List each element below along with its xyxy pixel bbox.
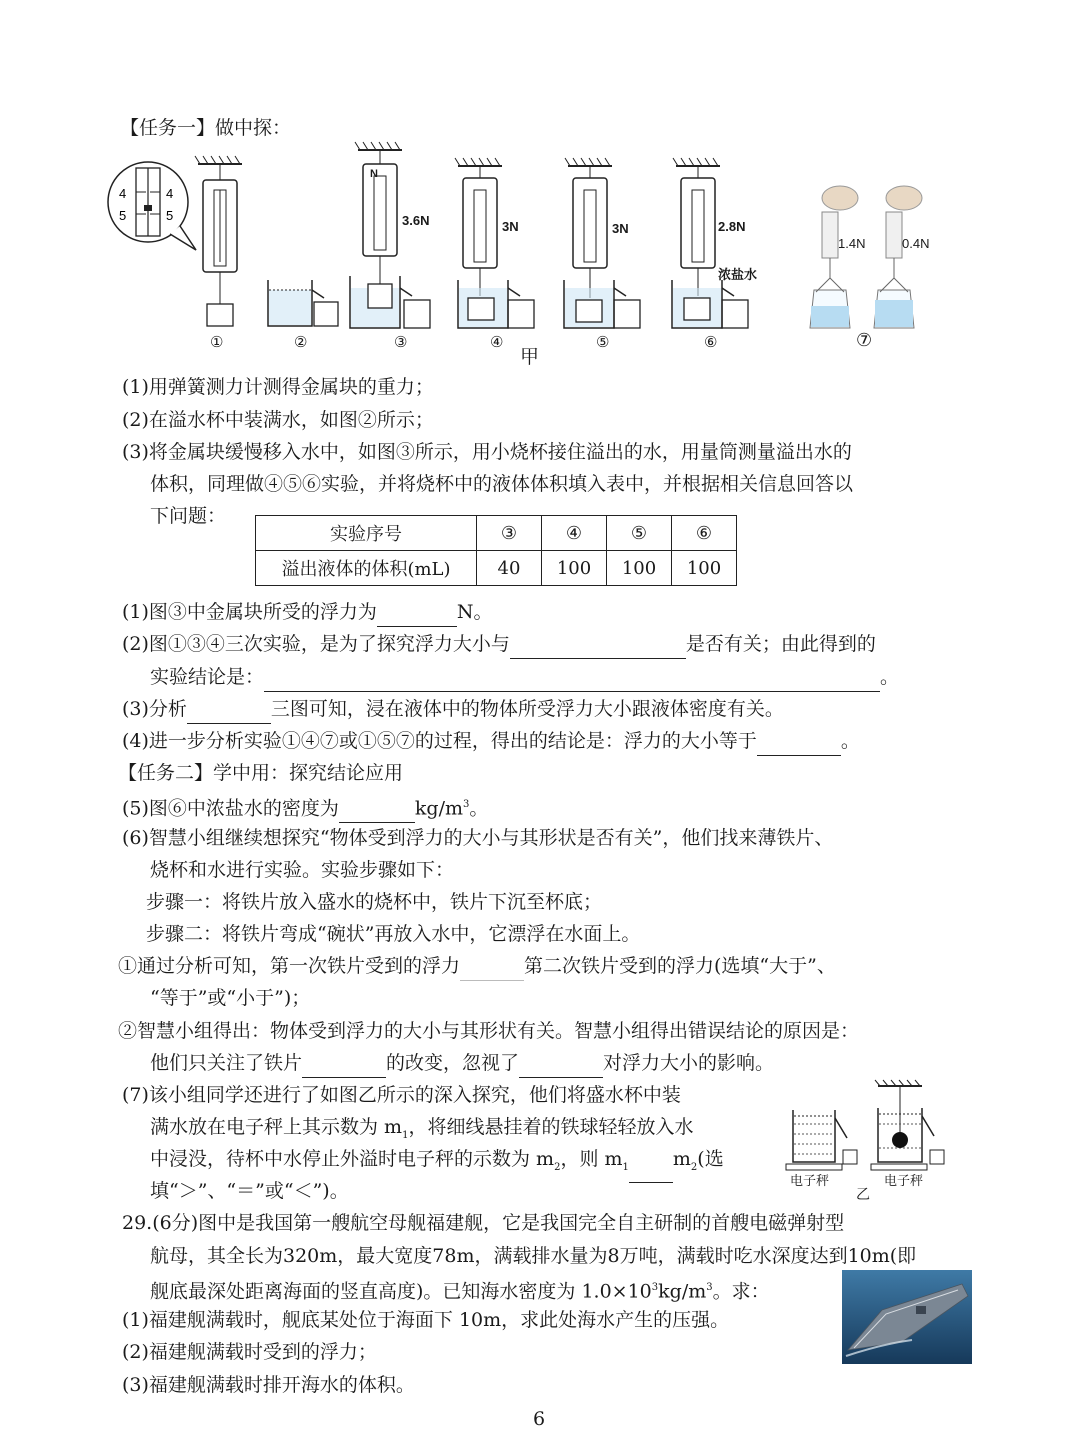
question-29-line2: 航母，其全长为320m，最大宽度78m，满载排水量为8万吨，满载时吃水深度达到10m(即 [150, 1245, 917, 1267]
q5-end: 。 [469, 797, 489, 820]
question-1 [122, 597, 493, 627]
q1-unit: N。 [456, 601, 493, 623]
question-7-line4: 填“＞”、“＝”或“＜”)。 [150, 1180, 349, 1202]
figure-7 [810, 186, 922, 328]
answer-blank[interactable] [302, 1055, 386, 1078]
q29-text-end: 。求： [712, 1280, 770, 1303]
answer-blank[interactable] [339, 800, 415, 823]
q7-text-mid: ，则 m [560, 1148, 623, 1170]
zoom-left-5: 5 [119, 208, 127, 223]
question-6b-line2 [150, 1048, 774, 1078]
zoom-right-4: 4 [166, 186, 174, 201]
question-29-line3 [150, 1273, 770, 1306]
fig-number-3: ③ [394, 333, 408, 351]
q2-text: (2)图①③④三次实验，是为了探究浮力大小与 [122, 633, 510, 655]
reading-3N-a: 3N [502, 219, 519, 234]
q2-conclusion-label: 实验结论是： [150, 666, 265, 688]
answer-blank[interactable] [264, 669, 880, 692]
q6b-text: 他们只关注了铁片 [150, 1052, 303, 1074]
answer-blank[interactable] [629, 1160, 673, 1183]
page-number: 6 [533, 1408, 546, 1430]
table-row [256, 516, 737, 551]
figure-jia [0, 0, 1080, 380]
table-cell: 40 [477, 551, 542, 586]
q7-sub: 2 [690, 1161, 698, 1173]
question-6a [118, 951, 836, 981]
table-header-cell: 溢出液体的体积(mL) [256, 551, 477, 586]
zoom-right-5: 5 [166, 208, 174, 223]
yi-setup-1 [786, 1110, 857, 1170]
yi-setup-2 [871, 1080, 944, 1170]
fig-number-2: ② [294, 333, 308, 351]
table-cell: ⑤ [607, 516, 672, 551]
q29-sup: 3 [706, 1282, 713, 1293]
zoom-bubble [108, 162, 196, 250]
fig-number-5: ⑤ [596, 333, 610, 351]
question-3 [122, 694, 784, 724]
fig7-reading-2: 0.4N [902, 236, 930, 251]
question-29-sub3: (3)福建舰满载时排开海水的体积。 [122, 1374, 415, 1396]
spring-scale-6 [672, 158, 748, 328]
table-cell: ⑥ [672, 516, 737, 551]
task1-heading: 【任务一】做中探： [120, 117, 292, 139]
table-cell: 100 [672, 551, 737, 586]
q3-text: (3)分析 [122, 698, 187, 720]
question-29-sub2: (2)福建舰满载时受到的浮力； [122, 1341, 377, 1363]
answer-blank[interactable] [510, 636, 686, 659]
q6a-text: ①通过分析可知，第一次铁片受到的浮力 [118, 955, 461, 977]
reading-3N-b: 3N [612, 221, 629, 236]
step-3-end: 下问题： [150, 505, 227, 527]
step-2: (2)在溢水杯中装满水，如图②所示； [122, 409, 434, 431]
table-cell: 100 [542, 551, 607, 586]
figure-caption-yi: 乙 [856, 1186, 870, 1202]
step-3-cont: 体积，同理做④⑤⑥实验，并将烧杯中的液体体积填入表中，并根据相关信息回答以 [150, 473, 854, 495]
spring-scale-5 [564, 158, 640, 328]
q29-unit: kg/m [658, 1280, 707, 1303]
q2-end: 。 [880, 666, 900, 688]
answer-blank[interactable] [377, 604, 457, 627]
aircraft-carrier-photo [842, 1270, 972, 1364]
step-3: (3)将金属块缓慢移入水中，如图③所示，用小烧杯接住溢出的水，用量筒测量溢出水的 [122, 441, 852, 463]
q7-text-end: (选 [697, 1148, 724, 1170]
q6b-text-end: 对浮力大小的影响。 [603, 1052, 775, 1074]
question-6-line1: (6)智慧小组继续想探究“物体受到浮力的大小与其形状是否有关”，他们找来薄铁片、 [122, 827, 834, 849]
figure-caption-jia: 甲 [520, 346, 540, 368]
table-cell: ④ [542, 516, 607, 551]
question-4 [122, 726, 860, 756]
spring-scale-4 [455, 158, 534, 328]
question-2-line2 [150, 662, 899, 692]
overflow-cup-2 [268, 280, 338, 326]
answer-blank[interactable] [187, 701, 271, 724]
scale-label-1: 电子秤 [790, 1173, 830, 1188]
table-header-cell: 实验序号 [256, 516, 477, 551]
zoom-left-4: 4 [119, 186, 127, 201]
q4-end: 。 [840, 730, 860, 752]
q7-sub: 1 [402, 1129, 409, 1141]
spring-scale-3 [350, 142, 430, 328]
q5-text: (5)图⑥中浓盐水的密度为 [122, 797, 339, 820]
q6a-text-end: 第二次铁片受到的浮力(选填“大于”、 [524, 955, 836, 977]
fig7-reading-1: 1.4N [838, 236, 866, 251]
q7-text: 满水放在电子秤上其示数为 m [150, 1116, 403, 1138]
reading-2.8N: 2.8N [718, 219, 746, 234]
fig-number-4: ④ [490, 333, 504, 351]
q4-text: (4)进一步分析实验①④⑦或①⑤⑦的过程，得出的结论是：浮力的大小等于 [122, 730, 757, 752]
data-table [255, 515, 737, 586]
q29-text: 舰底最深处距离海面的竖直高度)。已知海水密度为 1.0×10 [150, 1280, 652, 1303]
q2-text-end: 是否有关；由此得到的 [685, 633, 876, 655]
question-2 [122, 629, 876, 659]
q29-sup: 3 [651, 1282, 659, 1293]
question-6-step1: 步骤一：将铁片放入盛水的烧杯中，铁片下沉至杯底； [146, 891, 603, 913]
scale-label-2: 电子秤 [884, 1173, 924, 1188]
q7-text-end: ，将细线悬挂着的铁球轻轻放入水 [408, 1116, 694, 1138]
answer-blank[interactable] [460, 958, 524, 981]
reading-3.6N: 3.6N [402, 213, 430, 228]
fig-number-7: ⑦ [856, 330, 873, 351]
table-row [256, 551, 737, 586]
question-6-step2: 步骤二：将铁片弯成“碗状”再放入水中，它漂浮在水面上。 [146, 923, 641, 945]
answer-blank[interactable] [519, 1055, 603, 1078]
task2-heading: 【任务二】学中用：探究结论应用 [118, 762, 404, 784]
q5-unit: kg/m [414, 797, 464, 820]
fig-number-6: ⑥ [704, 333, 718, 351]
q7-text: 中浸没，待杯中水停止外溢时电子秤的示数为 m [150, 1148, 555, 1170]
q7-text-m: m [672, 1148, 691, 1170]
step-1: (1)用弹簧测力计测得金属块的重力； [122, 376, 434, 398]
question-29-line1: 29.(6分)图中是我国第一艘航空母舰福建舰，它是我国完全自主研制的首艘电磁弹射型 [122, 1212, 845, 1234]
scale-tick-N: N [370, 168, 378, 180]
question-5 [122, 790, 488, 823]
answer-blank[interactable] [757, 733, 841, 756]
question-6-line2: 烧杯和水进行实验。实验步骤如下： [150, 859, 455, 881]
fig-number-1: ① [210, 333, 224, 351]
q1-text: (1)图③中金属块所受的浮力为 [122, 601, 377, 623]
question-6b-line1: ②智慧小组得出：物体受到浮力的大小与其形状有关。智慧小组得出错误结论的原因是： [118, 1020, 860, 1042]
table-cell: ③ [477, 516, 542, 551]
q7-sub: 1 [622, 1161, 629, 1173]
q3-text-end: 三图可知，浸在液体中的物体所受浮力大小跟液体密度有关。 [270, 698, 784, 720]
q5-unit-sup: 3 [463, 799, 470, 810]
question-7-line1: (7)该小组同学还进行了如图乙所示的深入探究，他们将盛水杯中装 [122, 1084, 681, 1106]
q6b-text-mid: 的改变，忽视了 [386, 1052, 520, 1074]
question-29-sub1: (1)福建舰满载时，舰底某处位于海面下 10m，求此处海水产生的压强。 [122, 1309, 730, 1331]
question-6a-line2: “等于”或“小于”)； [150, 987, 311, 1009]
q7-sub: 2 [554, 1161, 561, 1173]
brine-label: 浓盐水 [718, 267, 758, 282]
spring-scale-1 [195, 156, 242, 326]
table-cell: 100 [607, 551, 672, 586]
